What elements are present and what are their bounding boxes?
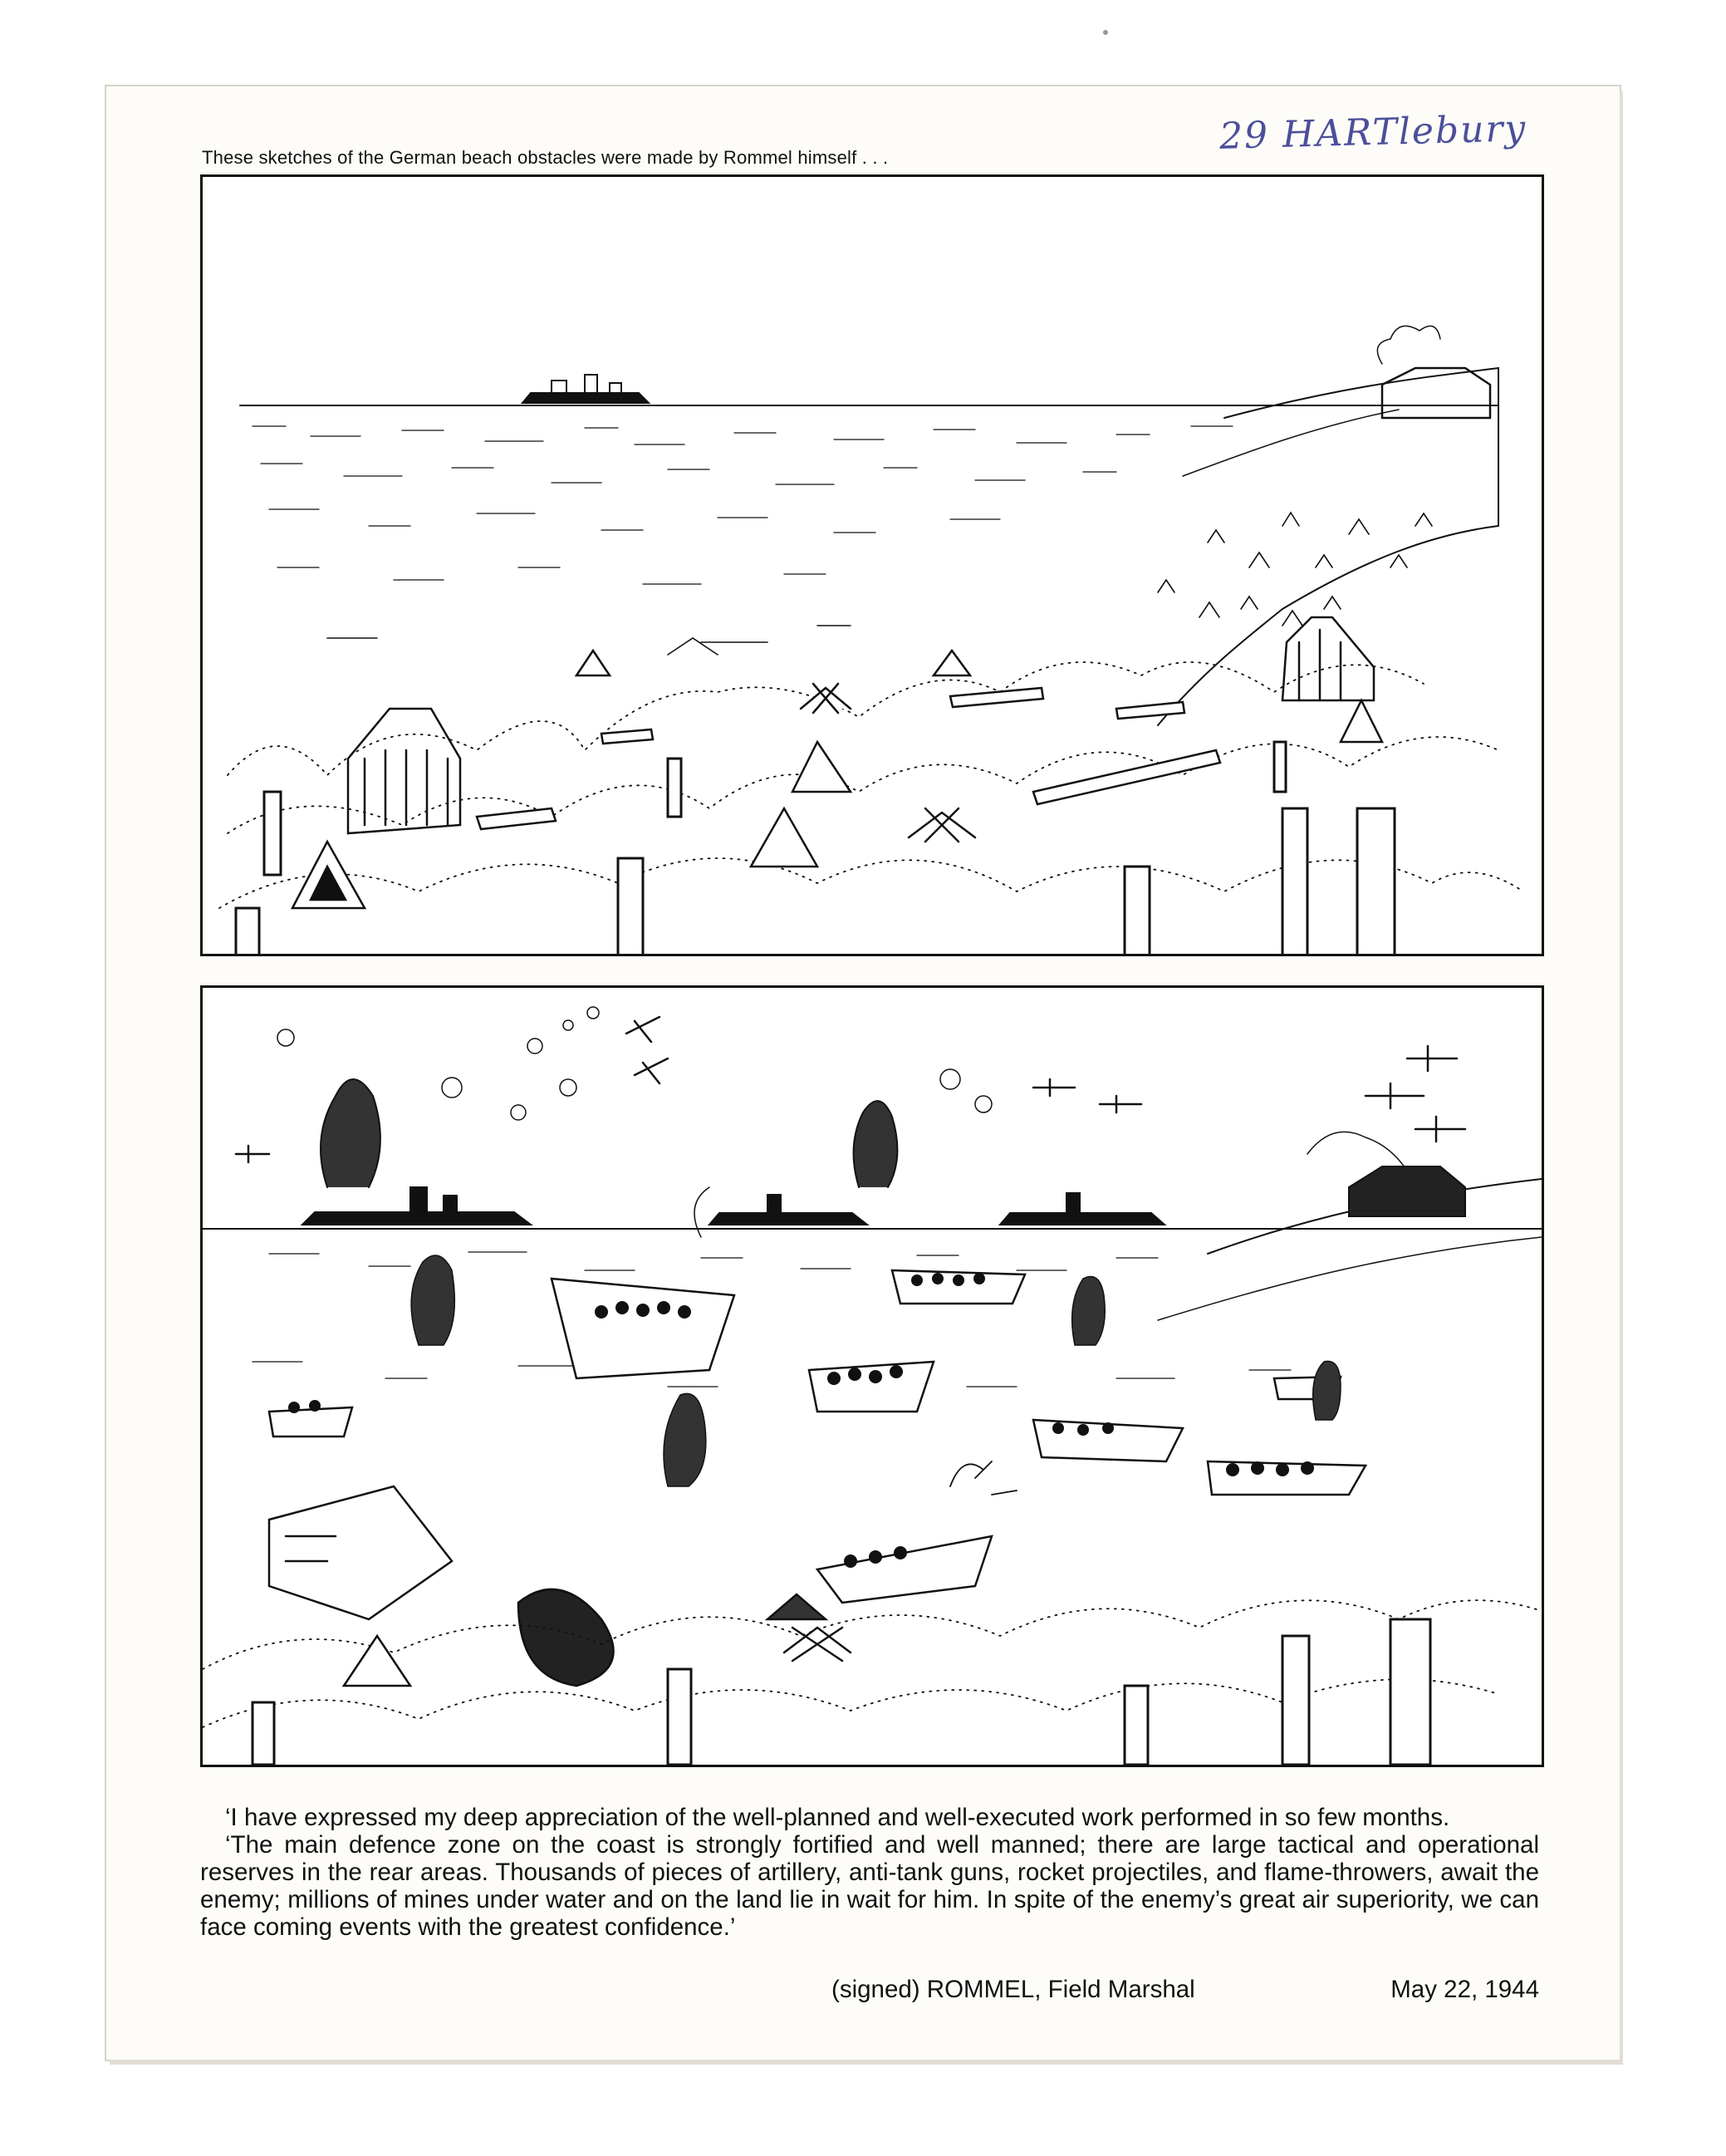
quote-paragraph-2: ‘The main defence zone on the coast is strongly fortified and well manned; there are large tactical and operational reserves in the rear areas. Thousands of pieces of artillery, anti-tank guns, rocket projectiles, and flame-throwers, await the enemy; millions of mines under water and on the land lie in wait for him. In spite of the enemy’s great air superiority, we can face coming events with the greatest confidence.’ — [200, 1831, 1539, 1941]
invasion-beach-drawing — [203, 988, 1542, 1765]
page-caption: These sketches of the German beach obstacles were made by Rommel himself . . . — [202, 147, 889, 168]
book-page — [106, 86, 1620, 2060]
rommel-quote — [200, 1804, 1539, 1941]
signature: (signed) ROMMEL, Field Marshal — [831, 1976, 1195, 2003]
quote-paragraph-1: ‘I have expressed my deep appreciation of the well-planned and well-executed work performed in so few months. — [225, 1804, 1450, 1831]
beach-obstacles-sketch — [200, 174, 1544, 956]
speck-mark — [1103, 30, 1108, 35]
invasion-beach-sketch — [200, 985, 1544, 1767]
beach-obstacles-drawing — [203, 177, 1542, 954]
handwritten-note: 29 HARTlebury — [1218, 107, 1527, 158]
signature-date: May 22, 1944 — [1390, 1976, 1539, 2003]
